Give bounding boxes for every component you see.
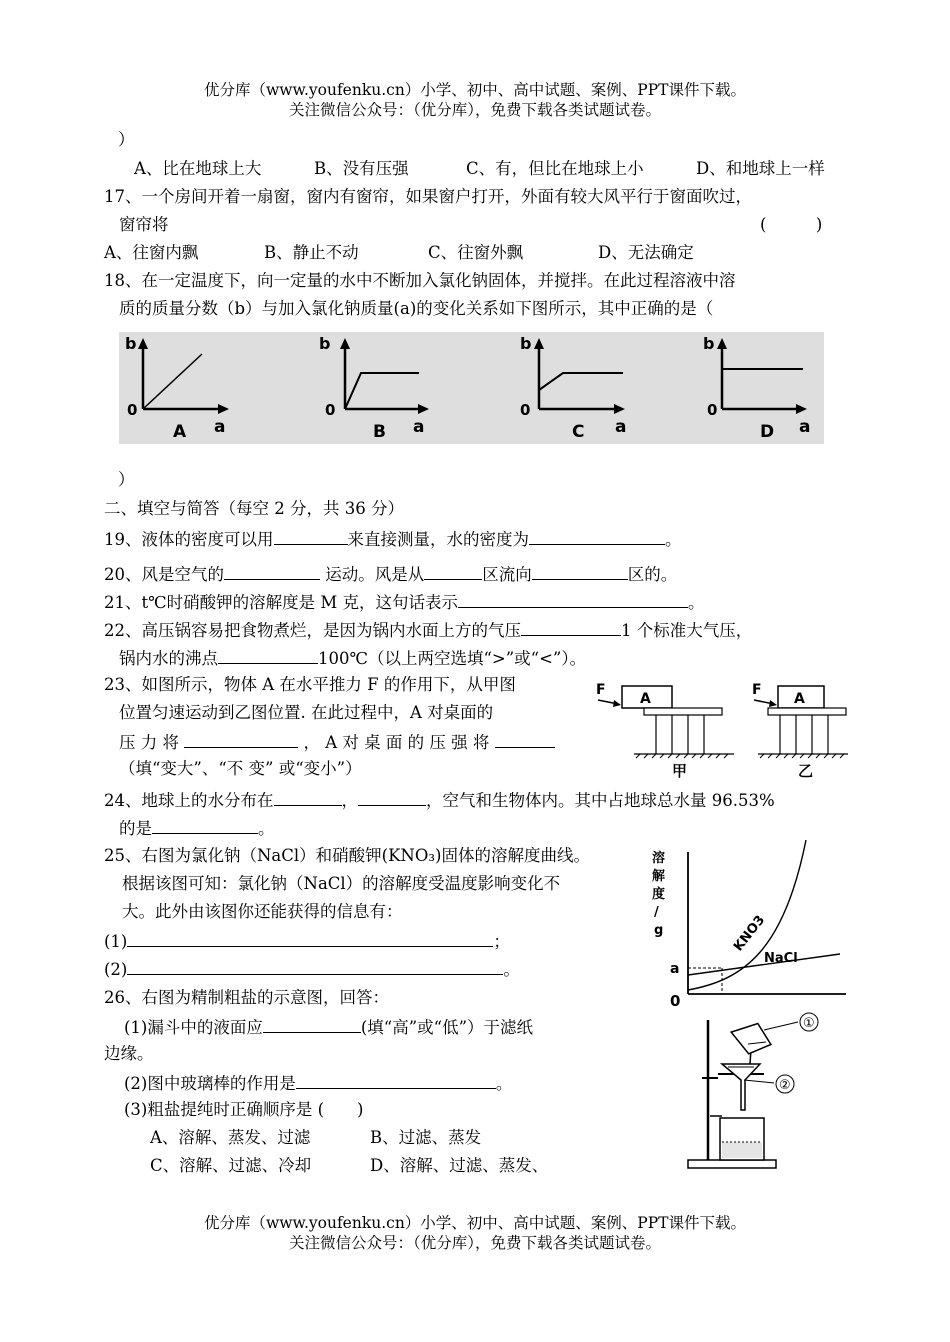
q24-blank-3[interactable] [152, 817, 258, 834]
q22-text-d: 100℃（以上两空选填“>”或“<”）。 [318, 649, 587, 668]
q25-solubility-figure [644, 840, 854, 1020]
q17-option-a: A、往窗内飘 [104, 243, 199, 262]
graph-a-y-label: b [125, 334, 137, 353]
q26-blank-1[interactable] [263, 1016, 361, 1033]
q25-blank-2[interactable] [127, 958, 503, 975]
q18-line-2: 质的质量分数（b）与加入氯化钠质量(a)的变化关系如下图所示，其中正确的是（ [119, 299, 714, 318]
q24-text-a: 24、地球上的水分布在 [104, 791, 274, 810]
q23-label-jia: 甲 [672, 762, 688, 780]
q24-text-d: 的是 [119, 819, 152, 838]
graph-a [125, 334, 229, 442]
footer-line-1: 优分库（www.youfenku.cn）小学、初中、高中试题、案例、PPT课件下载。 [203, 1214, 747, 1232]
graph-a-x-label: a [214, 417, 226, 437]
q17-option-d: D、无法确定 [598, 243, 694, 262]
graph-c-x-label: a [615, 417, 627, 437]
q21-blank[interactable] [458, 591, 688, 608]
q23-block-right: A [794, 691, 805, 707]
q23-figure [592, 678, 852, 786]
q24-blank-2[interactable] [358, 789, 426, 806]
q26-option-a: A、溶解、蒸发、过滤 [150, 1128, 311, 1147]
q21-text-a: 21、t℃时硝酸钾的溶解度是 M 克，这句话表示 [104, 593, 458, 612]
solubility-origin: 0 [670, 992, 681, 1010]
q26-p2-text-a: (2)图中玻璃棒的作用是 [124, 1074, 296, 1093]
q23-force-right: F [752, 682, 762, 698]
solubility-a-label: a [670, 961, 680, 977]
q24-blank-1[interactable] [274, 789, 342, 806]
q24-text-b: ， [341, 791, 358, 810]
header-line-2: 关注微信公众号：（优分库），免费下载各类试题试卷。 [288, 101, 661, 119]
q23-blank-1[interactable] [184, 731, 298, 748]
graph-a-origin: 0 [127, 401, 138, 419]
graph-b-letter: B [373, 422, 386, 442]
header-line-1: 优分库（www.youfenku.cn）小学、初中、高中试题、案例、PPT课件下载。 [203, 81, 747, 99]
section-2-title: 二、填空与简答（每空 2 分，共 36 分） [104, 499, 404, 518]
q22-text-b: 1 个标准大气压， [621, 621, 753, 640]
graph-c-letter: C [572, 422, 585, 442]
graph-a-letter: A [173, 422, 187, 442]
q26-p2-text-b: 。 [495, 1074, 513, 1093]
q26-filtration-figure [682, 1000, 852, 1176]
q20-text-b: 运动。风是从 [320, 565, 425, 584]
q23-line-1: 23、如图所示，物体 A 在水平推力 F 的作用下，从甲图 [104, 675, 516, 694]
q25-item-1-end: ； [493, 932, 510, 951]
graph-d-x-label: a [799, 417, 811, 437]
q22-text-a: 22、高压锅容易把食物煮烂，是因为锅内水面上方的气压 [104, 621, 521, 640]
q20-blank-1[interactable] [224, 563, 320, 580]
q25-item-1-label: (1) [104, 932, 128, 951]
graph-b [319, 334, 429, 442]
q24-text-c: ，空气和生物体内。其中占地球总水量 96.53% [426, 791, 775, 810]
q26-title: 26、右图为精制粗盐的示意图，回答： [104, 988, 389, 1007]
q22-blank-2[interactable] [218, 647, 318, 664]
q19-text-c: 。 [665, 530, 682, 549]
q19 [104, 528, 682, 550]
footer-line-2: 关注微信公众号：（优分库），免费下载各类试题试卷。 [288, 1234, 661, 1252]
q18-line-1: 18、在一定温度下，向一定量的水中不断加入氯化钠固体，并搅拌。在此过程溶液中溶 [104, 271, 736, 290]
q17-paren: ( ) [760, 215, 823, 234]
q23-blank-2[interactable] [495, 731, 555, 748]
q23-line-3 [119, 731, 555, 753]
q19-text-b: 来直接测量，水的密度为 [347, 530, 529, 549]
q25-line-2: 根据该图可知：氯化钠（NaCl）的溶解度受温度影响变化不 [122, 874, 561, 893]
q26-option-d: D、溶解、过滤、蒸发、 [370, 1156, 549, 1175]
q20-text-d: 区的。 [627, 565, 678, 584]
graph-b-origin: 0 [325, 401, 336, 419]
filtration-label-2: ② [779, 1078, 791, 1093]
q20-text-a: 20、风是空气的 [104, 565, 224, 584]
q23-text-a: 压 力 将 [119, 733, 179, 752]
q25-item-2-end: 。 [503, 960, 520, 979]
q26-p1-text-a: (1)漏斗中的液面应 [124, 1018, 263, 1037]
q23-label-yi: 乙 [798, 762, 814, 780]
nacl-label: NaCl [764, 951, 798, 966]
graph-d-origin: 0 [707, 401, 718, 419]
graph-c-origin: 0 [520, 401, 531, 419]
q19-blank-1[interactable] [274, 528, 348, 545]
q24-text-e: 。 [258, 819, 275, 838]
q16-option-c: C、有，但比在地球上小 [466, 159, 644, 178]
graph-d-letter: D [760, 422, 775, 442]
q26-option-b: B、过滤、蒸发 [370, 1128, 482, 1147]
graph-d [703, 334, 810, 442]
kno3-label: KNO3 [731, 912, 769, 955]
q25-blank-1[interactable] [127, 930, 493, 947]
q25-item-1 [104, 930, 510, 952]
q26-option-c: C、溶解、过滤、冷却 [150, 1156, 312, 1175]
q22-line-2 [119, 647, 586, 669]
graph-c [520, 334, 626, 442]
q17-line-1: 17、一个房间开着一扇窗，窗内有窗帘，如果窗户打开，外面有较大风平行于窗面吹过， [104, 187, 752, 206]
q16-option-a: A、比在地球上大 [134, 159, 262, 178]
q24-line-1 [104, 789, 775, 811]
q18-graphs [119, 332, 824, 444]
q23-line-2: 位置匀速运动到乙图位置. 在此过程中，A 对桌面的 [119, 703, 494, 722]
q26-part-3: (3)粗盐提纯时正确顺序是 ( ) [124, 1100, 364, 1119]
q21 [104, 591, 704, 613]
q19-text-a: 19、液体的密度可以用 [104, 530, 274, 549]
q26-p1-text-b: (填“高”或“低”）于滤纸 [360, 1018, 534, 1037]
q20-blank-3[interactable] [532, 563, 628, 580]
q22-text-c: 锅内水的沸点 [119, 649, 218, 668]
q25-line-1: 25、右图为氯化钠（NaCl）和硝酸钾(KNO₃)固体的溶解度曲线。 [104, 846, 590, 865]
q18-close: ） [118, 470, 135, 489]
graph-b-x-label: a [413, 417, 425, 437]
q23-force-left: F [596, 682, 606, 698]
q22-blank-1[interactable] [521, 619, 621, 636]
q21-text-b: 。 [687, 593, 705, 612]
q25-line-3: 大。此外由该图你还能获得的信息有： [122, 902, 403, 921]
q20 [104, 563, 677, 585]
q20-text-c: 区流向 [482, 565, 532, 584]
q26-blank-2[interactable] [296, 1072, 496, 1089]
q25-item-2 [104, 958, 520, 980]
solubility-y-label: 溶解度/ g [652, 851, 666, 938]
graph-b-y-label: b [319, 334, 331, 353]
q26-p1-text-c: 边缘。 [104, 1044, 154, 1063]
q26-part-1 [124, 1016, 533, 1038]
graph-d-y-label: b [703, 334, 715, 353]
q16-option-b: B、没有压强 [314, 159, 409, 178]
q19-blank-2[interactable] [529, 528, 665, 545]
q16-paren: ） [118, 130, 135, 149]
q22-line-1 [104, 619, 752, 641]
q26-part-2 [124, 1072, 512, 1094]
q17-line-2: 窗帘将 [119, 215, 169, 234]
q17-option-c: C、往窗外飘 [428, 243, 524, 262]
q17-option-b: B、静止不动 [264, 243, 359, 262]
q23-line-4: （填“变大”、“不 变” 或“变小”） [119, 759, 362, 778]
q16-option-d: D、和地球上一样 [696, 159, 825, 178]
q25-item-2-label: (2) [104, 960, 128, 979]
q23-block-left: A [640, 691, 651, 707]
q24-line-2 [119, 817, 275, 839]
filtration-label-1: ① [803, 1016, 815, 1031]
q23-text-b: ， A 对 桌 面 的 压 强 将 [303, 733, 490, 752]
q20-blank-2[interactable] [424, 563, 482, 580]
graph-c-y-label: b [520, 334, 532, 353]
